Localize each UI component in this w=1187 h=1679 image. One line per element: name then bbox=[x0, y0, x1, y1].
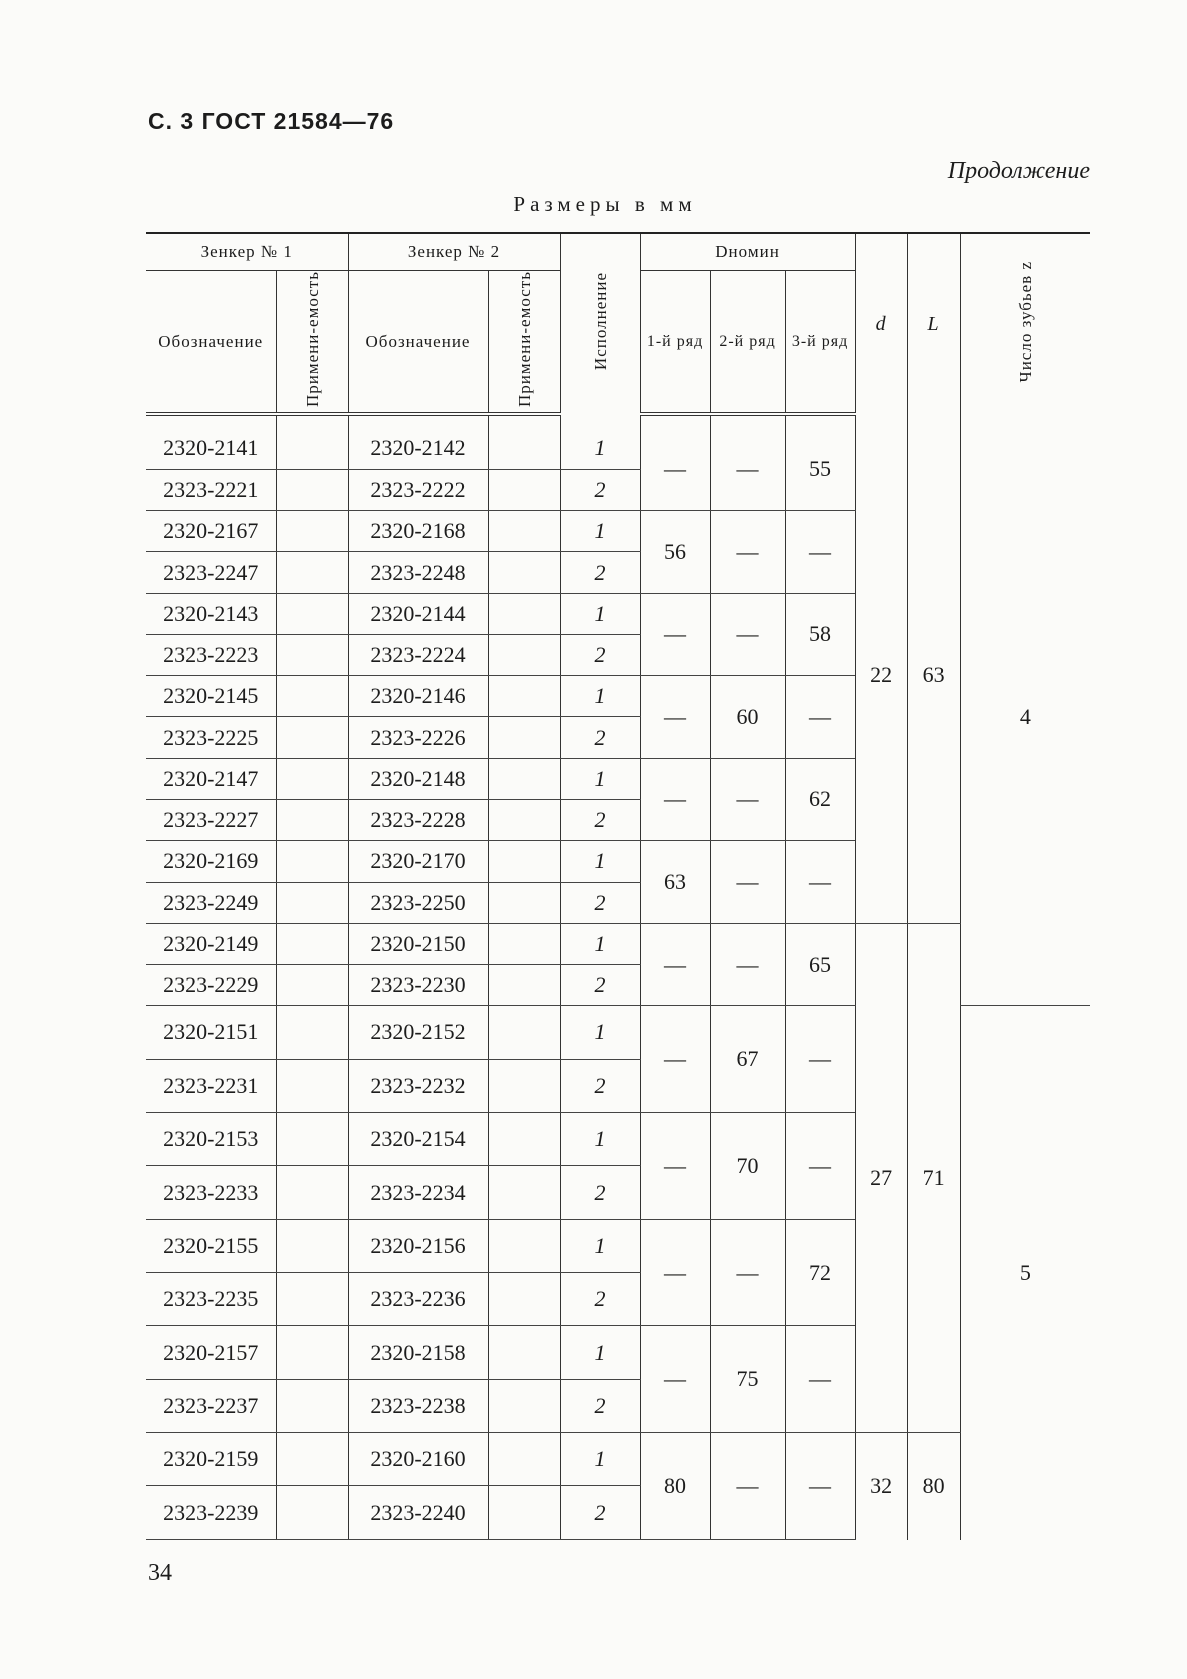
applicability-1-cell bbox=[276, 882, 348, 923]
execution-cell: 1 bbox=[560, 758, 640, 799]
designation-2-cell: 2320-2170 bbox=[348, 841, 488, 882]
d-value-cell: 27 bbox=[855, 923, 907, 1432]
designation-1-cell: 2320-2153 bbox=[146, 1113, 276, 1166]
applicability-1-cell bbox=[276, 1379, 348, 1432]
applicability-2-cell bbox=[488, 428, 560, 469]
designation-1-cell: 2320-2169 bbox=[146, 841, 276, 882]
designation-2-cell: 2323-2250 bbox=[348, 882, 488, 923]
designation-2-cell: 2323-2222 bbox=[348, 469, 488, 510]
designation-2-cell: 2323-2248 bbox=[348, 552, 488, 593]
designation-2-cell: 2320-2152 bbox=[348, 1006, 488, 1059]
applicability-1-cell bbox=[276, 1486, 348, 1540]
d-nominal-r2-cell: — bbox=[710, 428, 785, 511]
applicability-1-cell bbox=[276, 1326, 348, 1379]
designation-1-cell: 2320-2149 bbox=[146, 923, 276, 964]
designation-2-cell: 2323-2234 bbox=[348, 1166, 488, 1219]
header-row-3: 3-й ряд bbox=[785, 271, 855, 415]
d-nominal-r1-cell: — bbox=[640, 758, 710, 841]
designation-2-cell: 2320-2148 bbox=[348, 758, 488, 799]
execution-cell: 2 bbox=[560, 1486, 640, 1540]
designation-2-cell: 2323-2232 bbox=[348, 1059, 488, 1112]
applicability-2-cell bbox=[488, 1326, 560, 1379]
d-nominal-r2-cell: — bbox=[710, 1219, 785, 1326]
designation-1-cell: 2320-2147 bbox=[146, 758, 276, 799]
designation-1-cell: 2323-2227 bbox=[146, 799, 276, 840]
d-nominal-r1-cell: — bbox=[640, 1113, 710, 1220]
designation-1-cell: 2323-2223 bbox=[146, 634, 276, 675]
header-designation-2: Обозначение bbox=[348, 271, 488, 415]
designation-1-cell: 2323-2237 bbox=[146, 1379, 276, 1432]
header-countersink-2: Зенкер № 2 bbox=[348, 233, 560, 271]
d-nominal-r2-cell: — bbox=[710, 841, 785, 924]
designation-2-cell: 2323-2240 bbox=[348, 1486, 488, 1540]
applicability-2-cell bbox=[488, 511, 560, 552]
d-value-cell: 32 bbox=[855, 1433, 907, 1540]
applicability-2-cell bbox=[488, 469, 560, 510]
execution-cell: 2 bbox=[560, 1379, 640, 1432]
designation-1-cell: 2320-2141 bbox=[146, 428, 276, 469]
d-nominal-r1-cell: 56 bbox=[640, 511, 710, 594]
d-nominal-r2-cell: — bbox=[710, 511, 785, 594]
table-row bbox=[146, 1433, 1090, 1486]
execution-cell: 1 bbox=[560, 1219, 640, 1272]
execution-cell: 1 bbox=[560, 841, 640, 882]
d-nominal-r3-cell: — bbox=[785, 511, 855, 594]
teeth-count-cell: 4 bbox=[960, 428, 1090, 1006]
applicability-1-cell bbox=[276, 634, 348, 675]
designation-1-cell: 2323-2249 bbox=[146, 882, 276, 923]
designation-2-cell: 2323-2238 bbox=[348, 1379, 488, 1432]
designation-2-cell: 2323-2228 bbox=[348, 799, 488, 840]
d-nominal-r1-cell: — bbox=[640, 676, 710, 759]
applicability-1-cell bbox=[276, 676, 348, 717]
designation-1-cell: 2323-2233 bbox=[146, 1166, 276, 1219]
d-nominal-r1-cell: — bbox=[640, 1006, 710, 1113]
applicability-2-cell bbox=[488, 923, 560, 964]
execution-cell: 2 bbox=[560, 469, 640, 510]
d-nominal-r3-cell: 72 bbox=[785, 1219, 855, 1326]
applicability-2-cell bbox=[488, 1059, 560, 1112]
execution-cell: 1 bbox=[560, 428, 640, 469]
designation-2-cell: 2320-2142 bbox=[348, 428, 488, 469]
d-nominal-r2-cell: — bbox=[710, 758, 785, 841]
applicability-1-cell bbox=[276, 799, 348, 840]
d-nominal-r1-cell: — bbox=[640, 923, 710, 1006]
applicability-1-cell bbox=[276, 1166, 348, 1219]
table-spacer-row bbox=[146, 414, 1090, 428]
d-nominal-r3-cell: 58 bbox=[785, 593, 855, 676]
d-nominal-r3-cell: 62 bbox=[785, 758, 855, 841]
d-nominal-r3-cell: — bbox=[785, 1113, 855, 1220]
header-applicability-1: Примени-емость bbox=[276, 271, 348, 415]
d-nominal-r1-cell: 80 bbox=[640, 1433, 710, 1540]
header-execution: Исполнение bbox=[560, 233, 640, 414]
designation-1-cell: 2320-2143 bbox=[146, 593, 276, 634]
header-d: d bbox=[855, 233, 907, 414]
designation-2-cell: 2320-2158 bbox=[348, 1326, 488, 1379]
designation-1-cell: 2320-2155 bbox=[146, 1219, 276, 1272]
execution-cell: 1 bbox=[560, 1113, 640, 1166]
applicability-2-cell bbox=[488, 1219, 560, 1272]
d-nominal-r2-cell: — bbox=[710, 923, 785, 1006]
execution-cell: 2 bbox=[560, 882, 640, 923]
execution-cell: 2 bbox=[560, 552, 640, 593]
d-nominal-r3-cell: — bbox=[785, 1006, 855, 1113]
designation-2-cell: 2320-2160 bbox=[348, 1433, 488, 1486]
designation-1-cell: 2323-2229 bbox=[146, 965, 276, 1006]
designation-2-cell: 2323-2224 bbox=[348, 634, 488, 675]
applicability-1-cell bbox=[276, 1006, 348, 1059]
header-row-1: 1-й ряд bbox=[640, 271, 710, 415]
table-row bbox=[146, 923, 1090, 964]
applicability-2-cell bbox=[488, 965, 560, 1006]
teeth-count-cell: 5 bbox=[960, 1006, 1090, 1540]
execution-cell: 1 bbox=[560, 511, 640, 552]
d-nominal-r2-cell: 60 bbox=[710, 676, 785, 759]
units-caption: Размеры в мм bbox=[513, 192, 697, 216]
d-nominal-r3-cell: — bbox=[785, 1433, 855, 1540]
header-teeth-count: Число зубьев z bbox=[960, 233, 1090, 414]
applicability-1-cell bbox=[276, 428, 348, 469]
designation-2-cell: 2323-2226 bbox=[348, 717, 488, 758]
applicability-2-cell bbox=[488, 1486, 560, 1540]
applicability-2-cell bbox=[488, 1273, 560, 1326]
applicability-1-cell bbox=[276, 593, 348, 634]
designation-1-cell: 2320-2157 bbox=[146, 1326, 276, 1379]
execution-cell: 2 bbox=[560, 1273, 640, 1326]
execution-cell: 1 bbox=[560, 1326, 640, 1379]
designation-1-cell: 2323-2235 bbox=[146, 1273, 276, 1326]
designation-1-cell: 2320-2159 bbox=[146, 1433, 276, 1486]
execution-cell: 2 bbox=[560, 1059, 640, 1112]
d-nominal-r1-cell: — bbox=[640, 1219, 710, 1326]
applicability-2-cell bbox=[488, 1006, 560, 1059]
header-countersink-1: Зенкер № 1 bbox=[146, 233, 348, 271]
execution-cell: 1 bbox=[560, 1006, 640, 1059]
applicability-1-cell bbox=[276, 511, 348, 552]
table-body bbox=[146, 414, 1090, 1540]
applicability-2-cell bbox=[488, 552, 560, 593]
d-value-cell: 22 bbox=[855, 428, 907, 923]
designation-2-cell: 2323-2236 bbox=[348, 1273, 488, 1326]
execution-cell: 1 bbox=[560, 593, 640, 634]
header-L: L bbox=[907, 233, 960, 414]
applicability-2-cell bbox=[488, 634, 560, 675]
page-reference: С. 3 ГОСТ 21584—76 bbox=[148, 108, 395, 134]
d-nominal-r1-cell: — bbox=[640, 593, 710, 676]
d-nominal-r2-cell: 70 bbox=[710, 1113, 785, 1220]
designation-1-cell: 2323-2225 bbox=[146, 717, 276, 758]
d-nominal-r3-cell: — bbox=[785, 676, 855, 759]
d-nominal-r1-cell: — bbox=[640, 428, 710, 511]
header-row-2: 2-й ряд bbox=[710, 271, 785, 415]
execution-cell: 1 bbox=[560, 676, 640, 717]
designation-2-cell: 2320-2150 bbox=[348, 923, 488, 964]
execution-cell: 1 bbox=[560, 1433, 640, 1486]
applicability-1-cell bbox=[276, 1433, 348, 1486]
designation-1-cell: 2323-2239 bbox=[146, 1486, 276, 1540]
d-nominal-r3-cell: 65 bbox=[785, 923, 855, 1006]
applicability-1-cell bbox=[276, 965, 348, 1006]
designation-2-cell: 2320-2144 bbox=[348, 593, 488, 634]
header-d-nominal: Dномин bbox=[640, 233, 855, 271]
applicability-2-cell bbox=[488, 882, 560, 923]
applicability-2-cell bbox=[488, 593, 560, 634]
execution-cell: 2 bbox=[560, 717, 640, 758]
d-nominal-r3-cell: — bbox=[785, 841, 855, 924]
d-nominal-r2-cell: — bbox=[710, 1433, 785, 1540]
applicability-1-cell bbox=[276, 1113, 348, 1166]
applicability-1-cell bbox=[276, 1219, 348, 1272]
continuation-label: Продолжение bbox=[947, 158, 1090, 184]
applicability-2-cell bbox=[488, 1166, 560, 1219]
applicability-1-cell bbox=[276, 717, 348, 758]
d-nominal-r2-cell: — bbox=[710, 593, 785, 676]
designation-1-cell: 2320-2151 bbox=[146, 1006, 276, 1059]
page-number: 34 bbox=[148, 1560, 172, 1586]
applicability-1-cell bbox=[276, 841, 348, 882]
d-nominal-r1-cell: 63 bbox=[640, 841, 710, 924]
applicability-1-cell bbox=[276, 923, 348, 964]
applicability-2-cell bbox=[488, 1379, 560, 1432]
applicability-2-cell bbox=[488, 799, 560, 840]
designation-1-cell: 2323-2221 bbox=[146, 469, 276, 510]
d-nominal-r3-cell: 55 bbox=[785, 428, 855, 511]
applicability-2-cell bbox=[488, 1113, 560, 1166]
d-nominal-r2-cell: 67 bbox=[710, 1006, 785, 1113]
applicability-1-cell bbox=[276, 1273, 348, 1326]
execution-cell: 2 bbox=[560, 965, 640, 1006]
d-nominal-r2-cell: 75 bbox=[710, 1326, 785, 1433]
applicability-2-cell bbox=[488, 841, 560, 882]
designation-1-cell: 2320-2167 bbox=[146, 511, 276, 552]
designation-2-cell: 2320-2168 bbox=[348, 511, 488, 552]
applicability-2-cell bbox=[488, 758, 560, 799]
applicability-2-cell bbox=[488, 676, 560, 717]
header-applicability-2: Примени-емость bbox=[488, 271, 560, 415]
execution-cell: 2 bbox=[560, 634, 640, 675]
L-value-cell: 63 bbox=[907, 428, 960, 923]
L-value-cell: 80 bbox=[907, 1433, 960, 1540]
applicability-1-cell bbox=[276, 552, 348, 593]
designation-2-cell: 2320-2156 bbox=[348, 1219, 488, 1272]
applicability-1-cell bbox=[276, 1059, 348, 1112]
countersink-table bbox=[146, 232, 1090, 1540]
d-nominal-r3-cell: — bbox=[785, 1326, 855, 1433]
designation-1-cell: 2323-2231 bbox=[146, 1059, 276, 1112]
table-row bbox=[146, 428, 1090, 469]
applicability-1-cell bbox=[276, 469, 348, 510]
header-designation-1: Обозначение bbox=[146, 271, 276, 415]
applicability-1-cell bbox=[276, 758, 348, 799]
applicability-2-cell bbox=[488, 717, 560, 758]
execution-cell: 2 bbox=[560, 799, 640, 840]
designation-2-cell: 2320-2154 bbox=[348, 1113, 488, 1166]
execution-cell: 1 bbox=[560, 923, 640, 964]
designation-2-cell: 2320-2146 bbox=[348, 676, 488, 717]
L-value-cell: 71 bbox=[907, 923, 960, 1432]
applicability-2-cell bbox=[488, 1433, 560, 1486]
designation-1-cell: 2320-2145 bbox=[146, 676, 276, 717]
execution-cell: 2 bbox=[560, 1166, 640, 1219]
d-nominal-r1-cell: — bbox=[640, 1326, 710, 1433]
designation-2-cell: 2323-2230 bbox=[348, 965, 488, 1006]
designation-1-cell: 2323-2247 bbox=[146, 552, 276, 593]
